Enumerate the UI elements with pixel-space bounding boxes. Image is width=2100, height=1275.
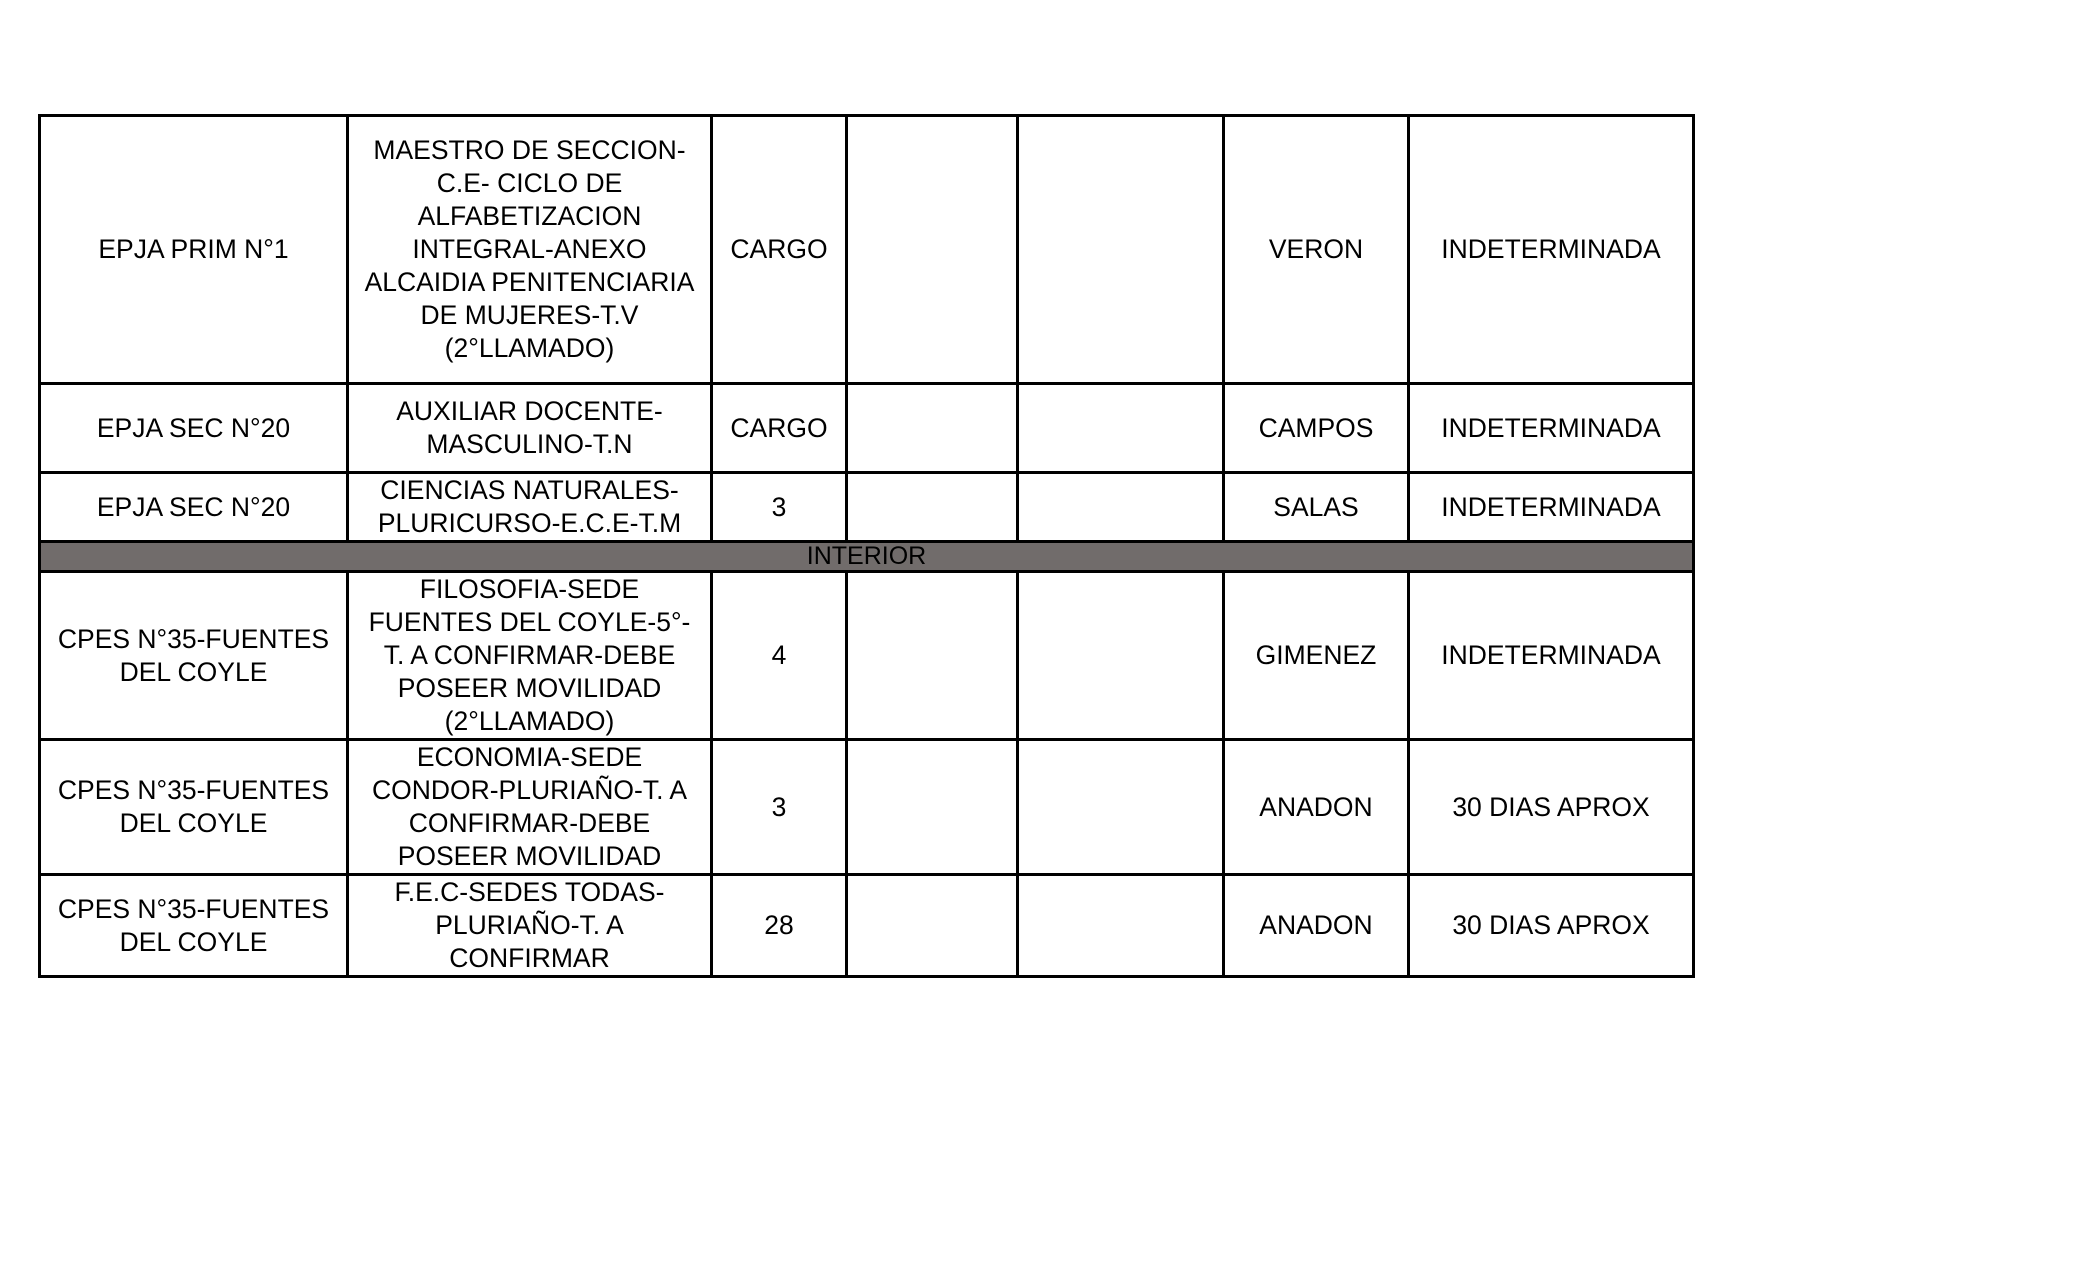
school-cell: CPES N°35-FUENTES DEL COYLE: [40, 572, 348, 740]
table-row: [40, 740, 1694, 875]
school-cell: EPJA SEC N°20: [40, 384, 348, 473]
vacancy-table: [38, 114, 1695, 978]
hours-cell: CARGO: [712, 384, 847, 473]
hours-cell: 3: [712, 740, 847, 875]
hours-cell: CARGO: [712, 116, 847, 384]
empty-cell: [1018, 740, 1224, 875]
replaces-cell: ANADON: [1224, 740, 1409, 875]
empty-cell: [847, 116, 1018, 384]
empty-cell: [1018, 875, 1224, 977]
school-cell: EPJA PRIM N°1: [40, 116, 348, 384]
school-cell: CPES N°35-FUENTES DEL COYLE: [40, 875, 348, 977]
empty-cell: [847, 875, 1018, 977]
empty-cell: [1018, 473, 1224, 542]
subject-cell: AUXILIAR DOCENTE-MASCULINO-T.N: [348, 384, 712, 473]
replaces-cell: VERON: [1224, 116, 1409, 384]
empty-cell: [1018, 384, 1224, 473]
duration-cell: 30 DIAS APROX: [1409, 740, 1694, 875]
table-row: [40, 572, 1694, 740]
replaces-cell: SALAS: [1224, 473, 1409, 542]
table-row: [40, 473, 1694, 542]
table-row: [40, 875, 1694, 977]
duration-cell: INDETERMINADA: [1409, 116, 1694, 384]
subject-cell: ECONOMIA-SEDE CONDOR-PLURIAÑO-T. A CONFIRMAR-DEBE POSEER MOVILIDAD: [348, 740, 712, 875]
empty-cell: [1018, 116, 1224, 384]
hours-cell: 28: [712, 875, 847, 977]
duration-cell: INDETERMINADA: [1409, 384, 1694, 473]
school-cell: CPES N°35-FUENTES DEL COYLE: [40, 740, 348, 875]
school-cell: EPJA SEC N°20: [40, 473, 348, 542]
replaces-cell: ANADON: [1224, 875, 1409, 977]
subject-cell: MAESTRO DE SECCION-C.E- CICLO DE ALFABETIZACION INTEGRAL-ANEXO ALCAIDIA PENITENCIARIA DE MUJERES-T.V (2°LLAMADO): [348, 116, 712, 384]
section-header-interior: INTERIOR: [40, 542, 1694, 572]
table-row: [40, 384, 1694, 473]
replaces-cell: CAMPOS: [1224, 384, 1409, 473]
vacancy-sheet: [38, 114, 1692, 978]
hours-cell: 3: [712, 473, 847, 542]
replaces-cell: GIMENEZ: [1224, 572, 1409, 740]
empty-cell: [1018, 572, 1224, 740]
hours-cell: 4: [712, 572, 847, 740]
duration-cell: INDETERMINADA: [1409, 473, 1694, 542]
empty-cell: [847, 473, 1018, 542]
subject-cell: CIENCIAS NATURALES-PLURICURSO-E.C.E-T.M: [348, 473, 712, 542]
table-row: [40, 116, 1694, 384]
subject-cell: F.E.C-SEDES TODAS-PLURIAÑO-T. A CONFIRMAR: [348, 875, 712, 977]
empty-cell: [847, 740, 1018, 875]
subject-cell: FILOSOFIA-SEDE FUENTES DEL COYLE-5°-T. A CONFIRMAR-DEBE POSEER MOVILIDAD (2°LLAMADO): [348, 572, 712, 740]
section-row: [40, 542, 1694, 572]
empty-cell: [847, 384, 1018, 473]
duration-cell: 30 DIAS APROX: [1409, 875, 1694, 977]
duration-cell: INDETERMINADA: [1409, 572, 1694, 740]
empty-cell: [847, 572, 1018, 740]
